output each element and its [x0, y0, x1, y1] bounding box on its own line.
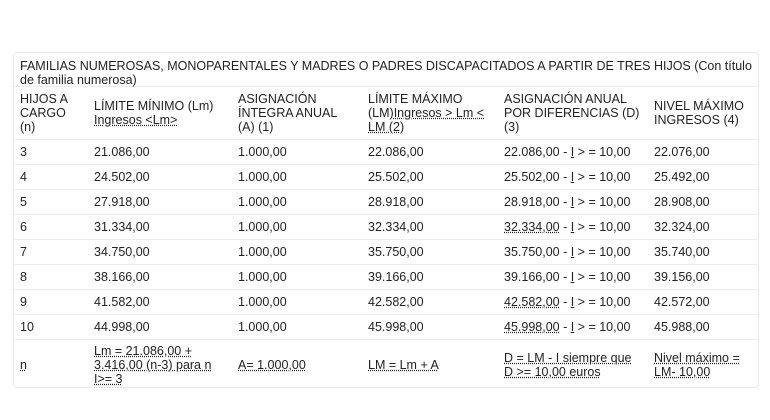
cell-diferencias: [498, 315, 648, 340]
diferencia-d-i: I: [570, 220, 575, 234]
cell-nivel-maximo: 42.572,00: [648, 290, 758, 315]
cell-hijos: 3: [14, 140, 88, 165]
diferencia-d-mid: -: [559, 245, 571, 259]
cell-limite-maximo: 39.166,00: [362, 265, 498, 290]
cell-nivel-maximo: 39.156,00: [648, 265, 758, 290]
cell-diferencias: [498, 215, 648, 240]
cell-limite-maximo: 32.334,00: [362, 215, 498, 240]
diferencia-d-mid: -: [559, 220, 571, 234]
diferencia-d-i: I: [570, 320, 575, 334]
diferencia-d-val: 39.166,00: [504, 270, 560, 284]
cell-diferencias: [498, 290, 648, 315]
cell-limite-minimo: 31.334,00: [88, 215, 232, 240]
diferencia-d-mid: -: [559, 195, 571, 209]
cell-nivel-maximo: 22.076,00: [648, 140, 758, 165]
diferencia-d-val: 42.582,00: [504, 295, 560, 309]
income-limits-table: [14, 86, 758, 388]
diferencia-d-val: 32.334,00: [504, 220, 560, 234]
cell-limite-maximo: 25.502,00: [362, 165, 498, 190]
diferencia-d-val: 22.086,00: [504, 145, 560, 159]
diferencia-d-i: I: [570, 270, 575, 284]
cell-hijos: 9: [14, 290, 88, 315]
cell-nivel-maximo: 45.988,00: [648, 315, 758, 340]
cell-nivel-maximo: 35.740,00: [648, 240, 758, 265]
data-table-card: [13, 52, 759, 388]
diferencia-d-rest: > = 10,00: [574, 320, 631, 334]
cell-limite-maximo: 22.086,00: [362, 140, 498, 165]
diferencia-d-mid: -: [559, 170, 571, 184]
cell-hijos: 8: [14, 265, 88, 290]
formula-row: [14, 340, 758, 389]
table-row: [14, 315, 758, 340]
table-row: [14, 290, 758, 315]
diferencia-d-i: I: [570, 145, 575, 159]
formula-a: A= 1.000,00: [232, 340, 362, 389]
table-title: FAMILIAS NUMEROSAS, MONOPARENTALES Y MADRES O PADRES DISCAPACITADOS A PARTIR DE TRES HIJOS (Con título de familia numerosa): [20, 59, 752, 87]
header-limite-maximo: [362, 87, 498, 140]
diferencia-d-rest: > = 10,00: [574, 270, 631, 284]
header-hijos: HIJOS A CARGO (n): [14, 87, 88, 140]
header-limite-maximo-sub: Ingresos > Lm < LM (2): [368, 106, 485, 134]
table-row: [14, 240, 758, 265]
cell-hijos: 6: [14, 215, 88, 240]
table-row: [14, 190, 758, 215]
formula-nivel: Nivel máximo = LM- 10,00: [648, 340, 758, 389]
cell-limite-maximo: 28.918,00: [362, 190, 498, 215]
cell-limite-minimo: 44.998,00: [88, 315, 232, 340]
cell-hijos: 10: [14, 315, 88, 340]
cell-asignacion: 1.000,00: [232, 215, 362, 240]
cell-limite-maximo: 42.582,00: [362, 290, 498, 315]
cell-diferencias: [498, 140, 648, 165]
table-row: [14, 165, 758, 190]
diferencia-d-val: 28.918,00: [504, 195, 560, 209]
diferencia-d-val: 35.750,00: [504, 245, 560, 259]
cell-limite-minimo: 38.166,00: [88, 265, 232, 290]
table-row: [14, 140, 758, 165]
cell-nivel-maximo: 25.492,00: [648, 165, 758, 190]
cell-limite-maximo: 45.998,00: [362, 315, 498, 340]
cell-diferencias: [498, 190, 648, 215]
header-limite-maximo-title: LÍMITE MÁXIMO (LM): [368, 92, 463, 120]
diferencia-d-rest: > = 10,00: [574, 245, 631, 259]
diferencia-d-i: I: [570, 245, 575, 259]
formula-LM: LM = Lm + A: [362, 340, 498, 389]
header-limite-minimo: [88, 87, 232, 140]
diferencia-d-i: I: [570, 195, 575, 209]
cell-nivel-maximo: 32.324,00: [648, 215, 758, 240]
table-row: [14, 265, 758, 290]
diferencia-d-rest: > = 10,00: [574, 220, 631, 234]
header-limite-minimo-title: LÍMITE MÍNIMO (Lm): [94, 99, 214, 113]
diferencia-d-i: I: [570, 295, 575, 309]
diferencia-d-i: I: [570, 170, 575, 184]
cell-limite-minimo: 24.502,00: [88, 165, 232, 190]
diferencia-d-val: 45.998,00: [504, 320, 560, 334]
cell-diferencias: [498, 265, 648, 290]
cell-hijos: 5: [14, 190, 88, 215]
diferencia-d-rest: > = 10,00: [574, 195, 631, 209]
cell-asignacion: 1.000,00: [232, 140, 362, 165]
header-asignacion-integra: ASIGNACIÓN ÍNTEGRA ANUAL (A) (1): [232, 87, 362, 140]
header-limite-minimo-sub: Ingresos <Lm>: [94, 113, 178, 127]
cell-asignacion: 1.000,00: [232, 290, 362, 315]
formula-lm: Lm = 21.086,00 + 3.416,00 (n-3) para n I>= 3: [88, 340, 232, 389]
cell-asignacion: 1.000,00: [232, 265, 362, 290]
diferencia-d-mid: -: [559, 295, 571, 309]
cell-asignacion: 1.000,00: [232, 190, 362, 215]
table-row: [14, 215, 758, 240]
cell-limite-minimo: 34.750,00: [88, 240, 232, 265]
diferencia-d-mid: -: [559, 320, 571, 334]
diferencia-d-rest: > = 10,00: [574, 295, 631, 309]
cell-diferencias: [498, 165, 648, 190]
formula-n: n: [14, 340, 88, 389]
header-nivel-maximo: NIVEL MÁXIMO INGRESOS (4): [648, 87, 758, 140]
formula-d: D = LM - I siempre que D >= 10,00 euros: [498, 340, 648, 389]
cell-limite-minimo: 41.582,00: [88, 290, 232, 315]
diferencia-d-rest: > = 10,00: [574, 145, 631, 159]
cell-limite-minimo: 21.086,00: [88, 140, 232, 165]
cell-hijos: 4: [14, 165, 88, 190]
diferencia-d-mid: -: [559, 270, 571, 284]
header-asignacion-diferencias: ASIGNACIÓN ANUAL POR DIFERENCIAS (D) (3): [498, 87, 648, 140]
cell-limite-maximo: 35.750,00: [362, 240, 498, 265]
cell-limite-minimo: 27.918,00: [88, 190, 232, 215]
cell-hijos: 7: [14, 240, 88, 265]
cell-asignacion: 1.000,00: [232, 240, 362, 265]
header-row: [14, 87, 758, 140]
diferencia-d-rest: > = 10,00: [574, 170, 631, 184]
cell-asignacion: 1.000,00: [232, 315, 362, 340]
cell-diferencias: [498, 240, 648, 265]
diferencia-d-mid: -: [559, 145, 571, 159]
diferencia-d-val: 25.502,00: [504, 170, 560, 184]
cell-asignacion: 1.000,00: [232, 165, 362, 190]
cell-nivel-maximo: 28.908,00: [648, 190, 758, 215]
